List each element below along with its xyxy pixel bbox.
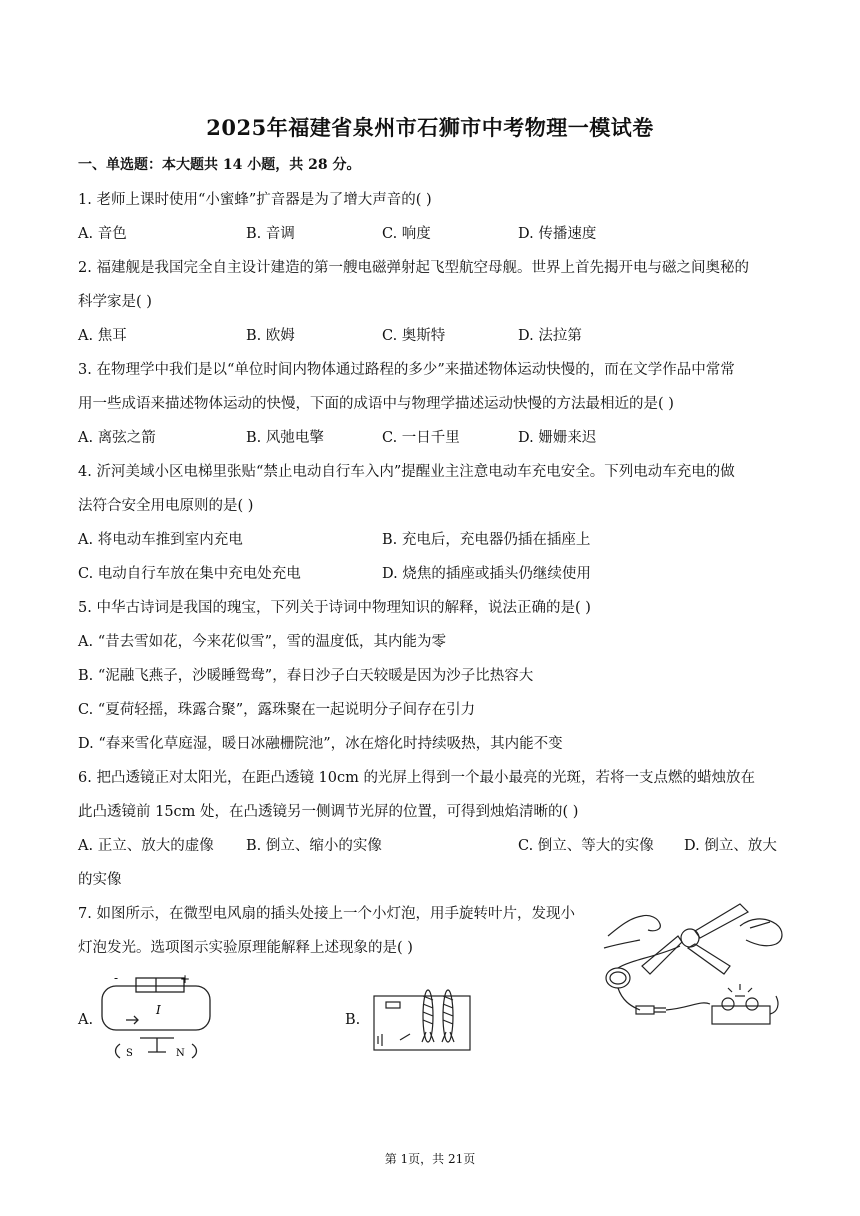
q4-option-b: B. 充电后，充电器仍插在插座上 [382, 532, 591, 548]
question-4-stem-line1: 4. 沂河美域小区电梯里张贴“禁止电动自行车入内”提醒业主注意电动车充电安全。下列电动车充电的做 [78, 464, 735, 480]
oersted-circuit-diagram [96, 972, 216, 1062]
electromagnet-circuit-diagram [366, 982, 476, 1054]
q3-option-c: C. 一日千里 [382, 430, 460, 446]
q6-option-d: D. 倒立、放大 [684, 838, 777, 854]
question-7-stem-line1: 7. 如图所示，在微型电风扇的插头处接上一个小灯泡，用手旋转叶片，发现小 [78, 906, 575, 922]
plus-label: + [180, 972, 191, 986]
q6-option-c: C. 倒立、等大的实像 [518, 838, 654, 854]
q7-option-b-figure [366, 982, 476, 1054]
section-header: 一、单选题：本大题共 14 小题，共 28 分。 [78, 157, 361, 173]
q1-option-c: C. 响度 [382, 226, 431, 242]
fan-bulb-illustration [600, 896, 790, 1046]
q1-option-d: D. 传播速度 [518, 226, 597, 242]
page-footer: 第 1页，共 21页 [384, 1152, 476, 1166]
question-1-stem: 1. 老师上课时使用“小蜜蜂”扩音器是为了增大声音的( ) [78, 192, 432, 208]
q2-option-a: A. 焦耳 [78, 328, 127, 344]
q2-option-c: C. 奥斯特 [382, 328, 446, 344]
q6-option-d-continued: 的实像 [78, 872, 122, 888]
q2-option-d: D. 法拉第 [518, 328, 582, 344]
q3-option-a: A. 离弦之箭 [78, 430, 156, 446]
q7-option-b-label: B. [345, 1012, 361, 1028]
q2-option-b: B. 欧姆 [246, 328, 295, 344]
page-title: 2025年福建省泉州市石狮市中考物理一模试卷 [206, 115, 654, 140]
question-7-stem-line2: 灯泡发光。选项图示实验原理能解释上述现象的是( ) [78, 940, 413, 956]
current-label: I [156, 1003, 161, 1017]
q4-option-a: A. 将电动车推到室内充电 [78, 532, 243, 548]
q7-option-a-label: A. [78, 1012, 94, 1028]
q1-option-b: B. 音调 [246, 226, 295, 242]
north-pole-label: N [176, 1048, 185, 1059]
q5-option-c: C. “夏荷轻摇，珠露合聚”，露珠聚在一起说明分子间存在引力 [78, 702, 476, 718]
q4-option-c: C. 电动自行车放在集中充电处充电 [78, 566, 301, 582]
q4-option-d: D. 烧焦的插座或插头仍继续使用 [382, 566, 591, 582]
q3-option-b: B. 风弛电擎 [246, 430, 324, 446]
q5-option-b: B. “泥融飞燕子，沙暖睡鸳鸯”，春日沙子白天较暖是因为沙子比热容大 [78, 668, 534, 684]
question-2-stem-line1: 2. 福建舰是我国完全自主设计建造的第一艘电磁弹射起飞型航空母舰。世界上首先揭开电与磁之间奥秘的 [78, 260, 749, 276]
q6-option-b: B. 倒立、缩小的实像 [246, 838, 382, 854]
south-pole-label: S [126, 1048, 133, 1059]
question-6-stem-line2: 此凸透镜前 15cm 处，在凸透镜另一侧调节光屏的位置，可得到烛焰清晰的( ) [78, 804, 579, 820]
question-6-stem-line1: 6. 把凸透镜正对太阳光，在距凸透镜 10cm 的光屏上得到一个最小最亮的光斑，若将一支点燃的蜡烛放在 [78, 770, 755, 786]
question-2-stem-line2: 科学家是( ) [78, 294, 152, 310]
q5-option-d: D. “春来雪化草庭湿，暖日冰融栅院池”，冰在熔化时持续吸热，其内能不变 [78, 736, 563, 752]
question-3-stem-line2: 用一些成语来描述物体运动的快慢，下面的成语中与物理学描述运动快慢的方法最相近的是( ) [78, 396, 674, 412]
fan-bulb-drawing [600, 896, 790, 1046]
q7-option-a-figure [96, 972, 216, 1062]
question-4-stem-line2: 法符合安全用电原则的是( ) [78, 498, 254, 514]
minus-label: - [114, 972, 119, 985]
q6-option-a: A. 正立、放大的虚像 [78, 838, 214, 854]
q3-option-d: D. 姗姗来迟 [518, 430, 597, 446]
q5-option-a: A. “昔去雪如花，今来花似雪”，雪的温度低，其内能为零 [78, 634, 447, 650]
question-5-stem: 5. 中华古诗词是我国的瑰宝，下列关于诗词中物理知识的解释，说法正确的是( ) [78, 600, 591, 616]
q1-option-a: A. 音色 [78, 226, 127, 242]
question-3-stem-line1: 3. 在物理学中我们是以“单位时间内物体通过路程的多少”来描述物体运动快慢的，而在文学作品中常常 [78, 362, 735, 378]
